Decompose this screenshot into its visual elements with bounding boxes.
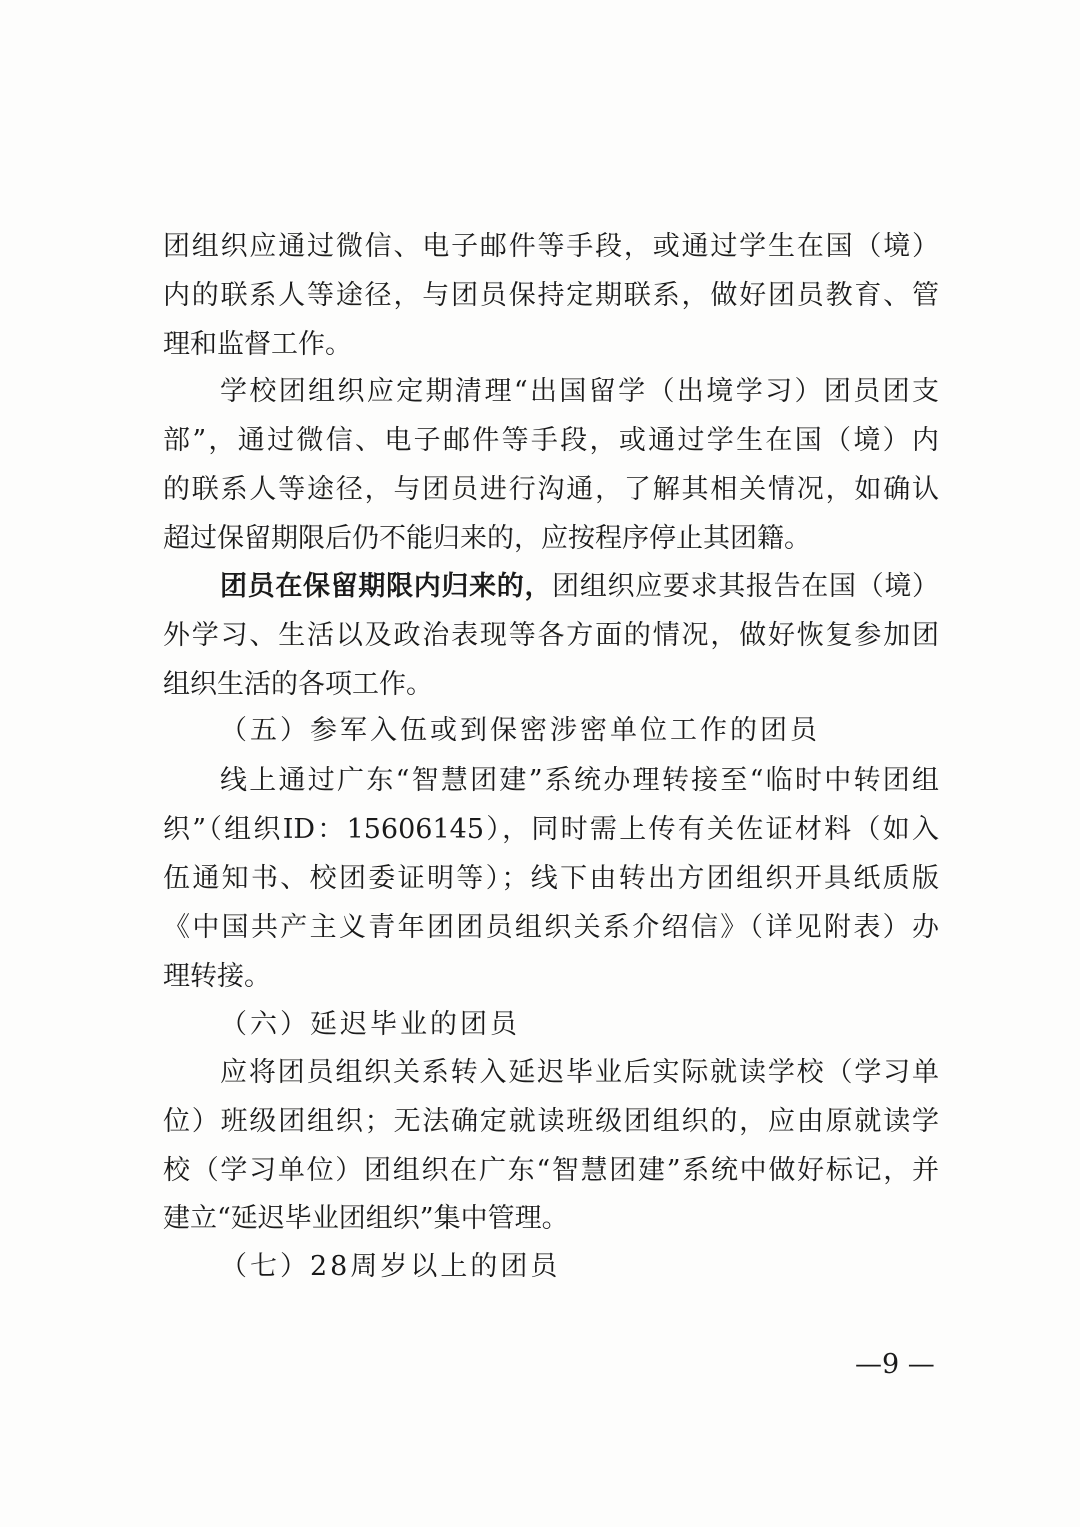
paragraph-line: 的联系人等途径，与团员进行沟通，了解其相关情况，如确认 — [163, 474, 939, 505]
paragraph-line: 位）班级团组织；无法确定就读班级团组织的，应由原就读学 — [163, 1106, 939, 1137]
paragraph-line: 理和监督工作。 — [163, 329, 352, 360]
paragraph-line: 外学习、生活以及政治表现等各方面的情况，做好恢复参加团 — [163, 620, 939, 651]
paragraph-line: 伍通知书、校团委证明等）；线下由转出方团组织开具纸质版 — [163, 863, 939, 894]
section-heading: （七）28周岁以上的团员 — [220, 1251, 561, 1282]
paragraph-line: 校（学习单位）团组织在广东“智慧团建”系统中做好标记，并 — [163, 1155, 939, 1186]
paragraph-line: 团组织应通过微信、电子邮件等手段，或通过学生在国（境） — [163, 231, 939, 262]
paragraph-line: 《中国共产主义青年团团员组织关系介绍信》（详见附表）办 — [163, 912, 939, 943]
paragraph-line: 线上通过广东“智慧团建”系统办理转接至“临时中转团组 — [220, 765, 939, 796]
paragraph-line: 理转接。 — [163, 961, 271, 992]
paragraph-text: 团组织应要求其报告在国（境） — [552, 571, 940, 602]
paragraph-line: 部”，通过微信、电子邮件等手段，或通过学生在国（境）内 — [163, 425, 939, 456]
paragraph-line: 应将团员组织关系转入延迟毕业后实际就读学校（学习单 — [220, 1057, 939, 1088]
paragraph-line: 学校团组织应定期清理“出国留学（出境学习）团员团支 — [220, 376, 939, 407]
section-heading: （六）延迟毕业的团员 — [220, 1009, 520, 1040]
section-heading: （五）参军入伍或到保密涉密单位工作的团员 — [220, 715, 820, 746]
bold-lead-text: 团员在保留期限内归来的， — [220, 571, 553, 602]
paragraph-line: 超过保留期限后仍不能归来的，应按程序停止其团籍。 — [163, 523, 811, 554]
paragraph-line: 织”（组织ID：15606145），同时需上传有关佐证材料（如入 — [163, 814, 939, 845]
paragraph-line — [220, 568, 939, 606]
paragraph-line: 建立“延迟毕业团组织”集中管理。 — [163, 1203, 569, 1234]
page-number: —9 — — [855, 1349, 935, 1380]
paragraph-line: 内的联系人等途径，与团员保持定期联系，做好团员教育、管 — [163, 280, 939, 311]
paragraph-line: 组织生活的各项工作。 — [163, 669, 433, 700]
